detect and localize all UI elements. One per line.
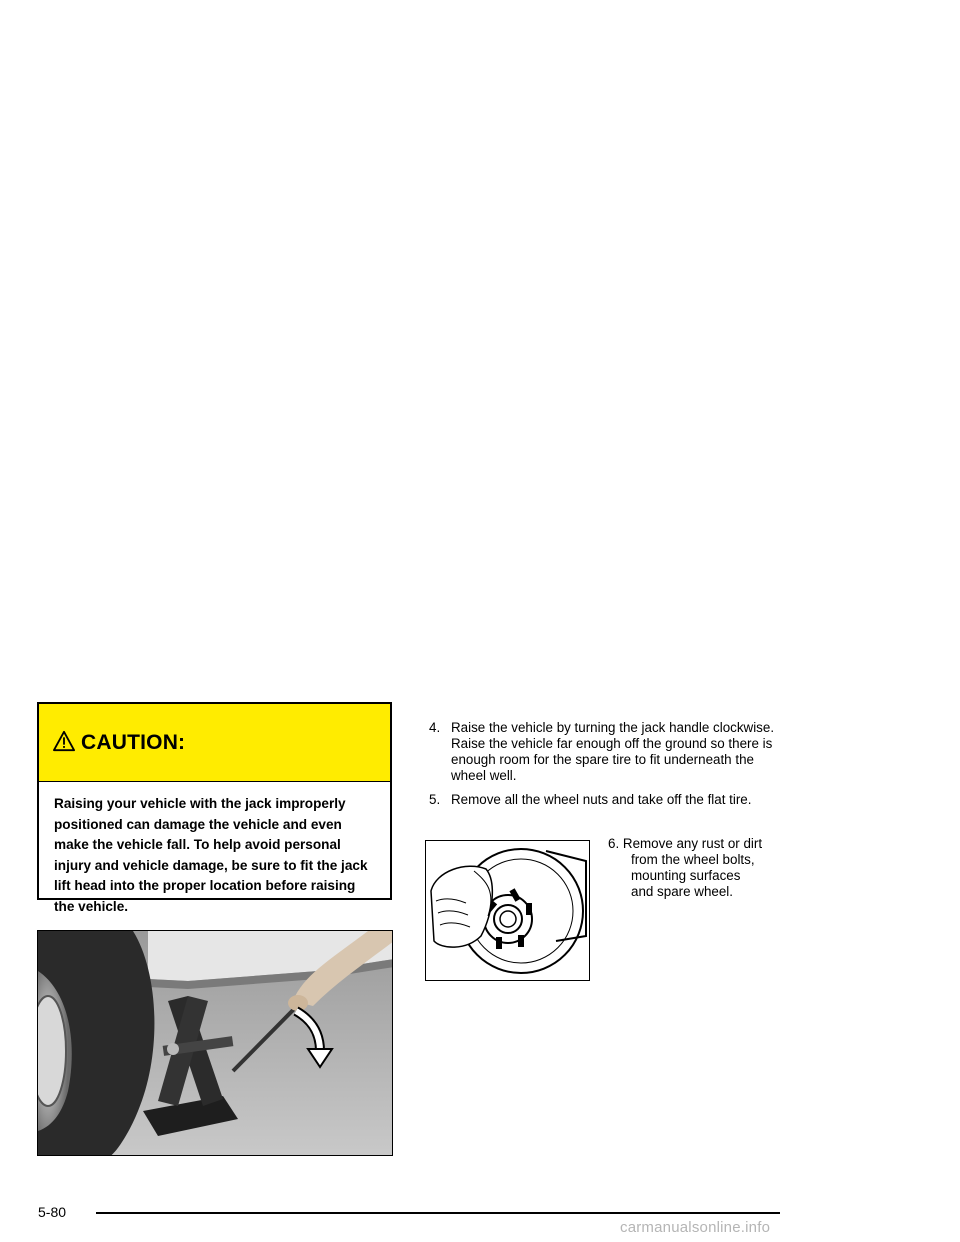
step-text: Remove all the wheel nuts and take off the flat tire. xyxy=(451,792,752,807)
step-number: 6. xyxy=(608,836,620,851)
step-6 xyxy=(608,836,762,900)
step-text: Raise the vehicle by turning the jack handle clockwise. Raise the vehicle far enough off the ground so there is enough room for the spare tire to fit underneath the wheel well. xyxy=(451,720,775,783)
hub-illustration xyxy=(426,841,590,981)
step-text: Remove any rust or dirt xyxy=(622,836,763,851)
step-number: 4. xyxy=(429,720,441,735)
caution-text: Raising your vehicle with the jack improperly positioned can damage the vehicle and even make the vehicle fall. To help avoid personal injury and vehicle damage, be sure to fit the jack lift head into the proper location before raising the vehicle. xyxy=(54,796,368,914)
page-number: 5-80 xyxy=(38,1204,67,1220)
caution-box xyxy=(37,702,392,914)
footer-divider xyxy=(96,1212,780,1214)
caution-header xyxy=(39,704,390,782)
jack-photo xyxy=(37,930,393,1156)
step-6-line: mounting surfaces xyxy=(631,868,741,883)
wheel-hub-drawing xyxy=(425,840,590,981)
jack-illustration xyxy=(38,931,393,1156)
step-6-line: from the wheel bolts, xyxy=(631,852,755,867)
instruction-steps xyxy=(425,720,785,816)
warning-triangle-icon xyxy=(53,730,75,752)
step-6-line xyxy=(608,836,762,852)
watermark: carmanualsonline.info xyxy=(620,1219,771,1236)
caution-title: CAUTION: xyxy=(81,730,186,754)
step-4 xyxy=(425,720,785,784)
step-5 xyxy=(425,792,785,808)
step-number: 5. xyxy=(429,792,441,807)
step-6-line: and spare wheel. xyxy=(631,884,733,899)
